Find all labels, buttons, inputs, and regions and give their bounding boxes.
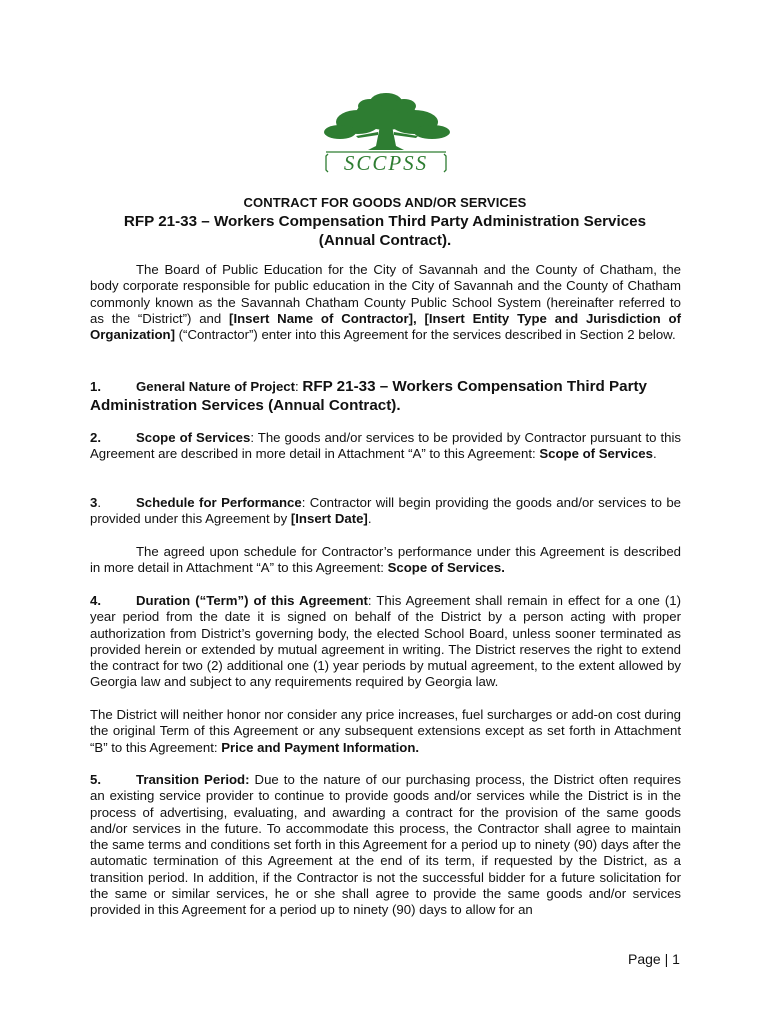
section-3-schedule (90, 544, 681, 577)
section-2-number: 2. (90, 430, 101, 445)
section-3-num: 3 (90, 495, 98, 510)
intro-paragraph (90, 262, 681, 343)
section-1-label: General Nature of Project (136, 379, 296, 394)
title-line-2: (Annual Contract). (318, 232, 452, 249)
section-1 (90, 377, 681, 415)
intro-text-2: (“Contractor”) enter into this Agreement for the services described in Section 2 below. (175, 327, 676, 343)
pricing-bold: Price and Payment Information. (221, 739, 420, 755)
contract-title (60, 212, 710, 250)
section-3-number (90, 495, 136, 511)
section-5-number: 5. (90, 772, 101, 787)
section-3-label: Schedule for Performance (136, 495, 302, 510)
section-2 (90, 430, 681, 463)
section-4-text: : This Agreement shall remain in effect for a one (1) year period from the date it is signed on behalf of the District by a person acting with proper authorization from District’s governing body, the elected School Board, unless sooner terminated as provided herein or extended by mutual agreement in writing. The District reserves the right to extend the contract for two (2) additional one (1) year periods by mutual agreement, to the extent allowed by Georgia law and subject to any requirements required by Georgia law. (90, 593, 681, 690)
section-4-label: Duration (“Term”) of this Agreement (136, 593, 368, 608)
section-5-label: Transition Period: (136, 772, 250, 787)
section-3-text: : Contractor will begin providing the goods and/or services to be provided under this Agreement by (90, 495, 681, 527)
contractor-placeholder: [Insert Name of Contractor], [Insert Entity Type and Jurisdiction of Organization] (90, 310, 681, 343)
section-2-end: . (652, 446, 657, 462)
contract-heading: CONTRACT FOR GOODS AND/OR SERVICES (243, 195, 527, 210)
intro-text-1: The Board of Public Education for the City of Savannah and the County of Chatham, the body corporate responsible for public education in the City of Savannah and the County of Chatham commonly known as the Savannah Chatham County Public School System (hereinafter referred to as the “District”) and (90, 262, 681, 326)
section-2-text: : The goods and/or services to be provided by Contractor pursuant to this Agreement are described in more detail in Attachment “A” to this Agreement: (90, 430, 681, 462)
section-1-title: RFP 21-33 – Workers Compensation Third Party Administration Services (Annual Contract). (90, 378, 647, 414)
logo-text: SCCPSS (343, 151, 429, 174)
section-4 (90, 593, 681, 691)
section-5-text: Due to the nature of our purchasing process, the District often requires an existing service provider to continue to provide goods and/or services while the District is in the process of advertising, evaluating, and awarding a contract for the provision of the same goods and/or services in the future. To accommodate this process, the Contractor shall agree to maintain the same terms and conditions set forth in this Agreement for a period up to ninety (90) days after the automatic termination of this Agreement at the end of its term, if requested by the District, as a transition period. In addition, if the Contractor is not the successful bidder for a future solicitation for the same or similar services, he or she shall agree to provide the same goods and/or services provided in this Agreement for a period up to ninety (90) days to allow for an (90, 772, 681, 918)
section-3-end: . (367, 511, 372, 527)
section-4-number: 4. (90, 593, 101, 608)
section-4-pricing (90, 707, 681, 756)
page-number: Page | 1 (628, 951, 680, 967)
pricing-text: The District will neither honor nor consider any price increases, fuel surcharges or add-on cost during the original Term of this Agreement or any subsequent extensions except as set forth in Attachment “B” to this Agreement: (90, 707, 681, 755)
oak-tree-icon (320, 92, 452, 174)
section-2-label: Scope of Services (136, 430, 251, 445)
sccpss-logo (320, 92, 452, 174)
section-2-bold: Scope of Services (539, 446, 653, 462)
schedule-bold: Scope of Services. (387, 560, 505, 576)
section-3-bold: [Insert Date] (290, 511, 368, 527)
section-3-dot: . (97, 495, 102, 510)
schedule-text: The agreed upon schedule for Contractor’s performance under this Agreement is described in more detail in Attachment “A” to this Agreement: (90, 544, 681, 576)
section-5 (90, 772, 681, 919)
section-1-number: 1. (90, 379, 101, 394)
title-line-1: RFP 21-33 – Workers Compensation Third Party Administration Services (123, 213, 647, 230)
section-1-colon: : (295, 379, 303, 394)
section-3 (90, 495, 681, 528)
